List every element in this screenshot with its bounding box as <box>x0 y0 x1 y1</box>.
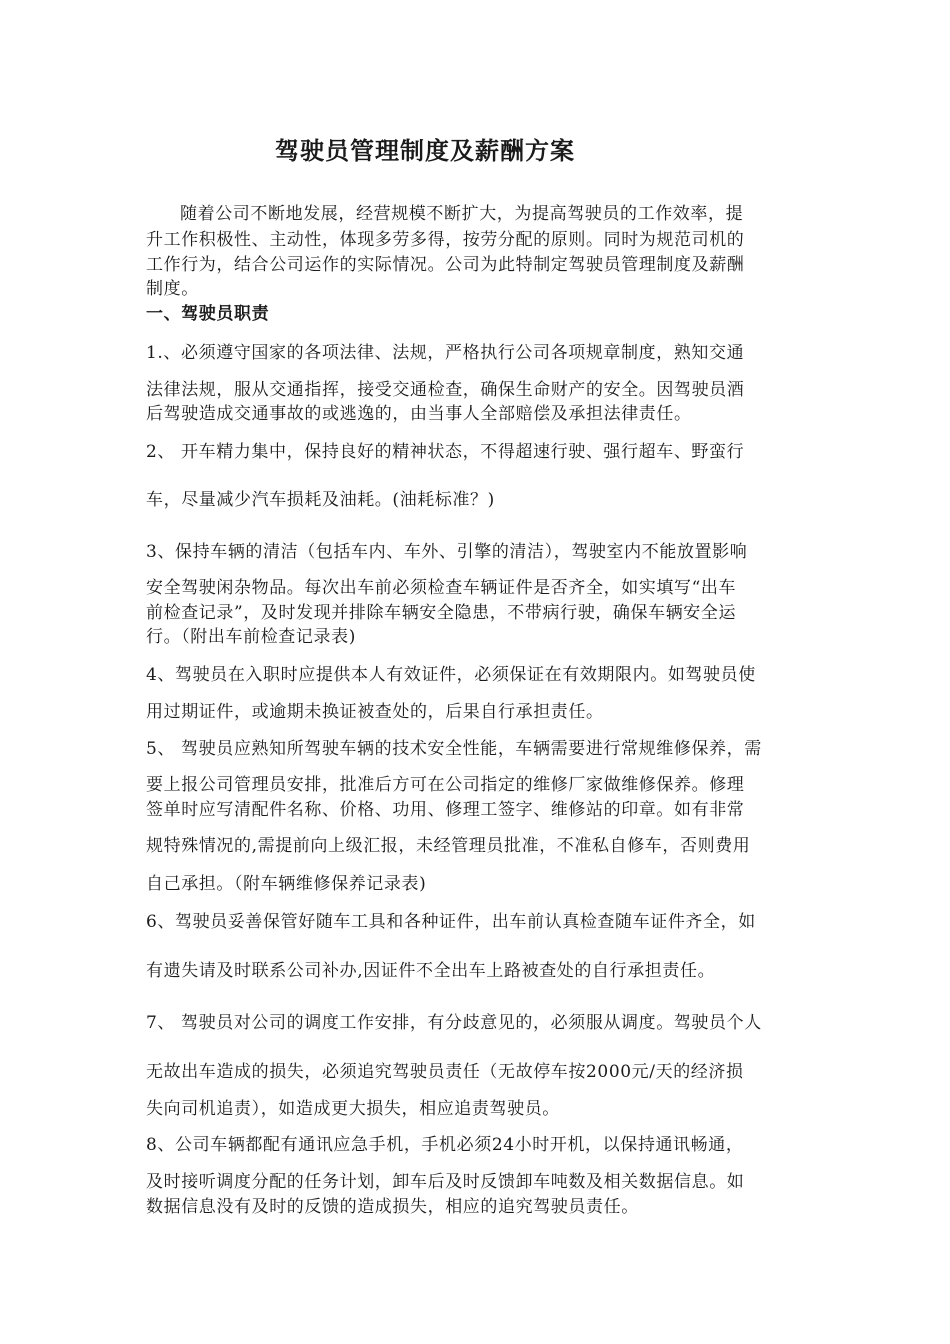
item-1-line: 后驾驶造成交通事故的或逃逸的，由当事人全部赔偿及承担法律责任。 <box>146 404 692 424</box>
item-3-line: 行。（附出车前检查记录表) <box>146 627 356 647</box>
item-1-line: 法律法规，服从交通指挥，接受交通检查，确保生命财产的安全。因驾驶员酒 <box>146 380 745 400</box>
item-7-line: 失向司机追责），如造成更大损失，相应追责驾驶员。 <box>146 1099 560 1119</box>
item-7-line: 7、 驾驶员对公司的调度工作安排，有分歧意见的，必须服从调度。驾驶员个人 <box>146 1013 762 1033</box>
item-2-line: 2、 开车精力集中，保持良好的精神状态，不得超速行驶、强行超车、野蛮行 <box>146 442 745 462</box>
item-5-line: 自己承担。（附车辆维修保养记录表) <box>146 874 427 894</box>
item-7-line: 无故出车造成的损失，必须追究驾驶员责任（无故停车按2000元/天的经济损 <box>146 1062 744 1082</box>
item-1-line: 1.、必须遵守国家的各项法律、法规，严格执行公司各项规章制度，熟知交通 <box>146 343 745 363</box>
item-5-line: 规特殊情况的,需提前向上级汇报，未经管理员批准，不准私自修车，否则费用 <box>146 836 751 856</box>
item-6-line: 有遗失请及时联系公司补办,因证件不全出车上路被查处的自行承担责任。 <box>146 961 716 981</box>
intro-line: 随着公司不断地发展，经营规模不断扩大，为提高驾驶员的工作效率，提 <box>180 204 744 224</box>
item-6-line: 6、驾驶员妥善保管好随车工具和各种证件，出车前认真检查随车证件齐全，如 <box>146 912 756 932</box>
item-8-line: 8、公司车辆都配有通讯应急手机，手机必须24小时开机，以保持通讯畅通， <box>146 1135 744 1155</box>
item-5-line: 签单时应写清配件名称、价格、功用、修理工签字、维修站的印章。如有非常 <box>146 800 745 820</box>
item-3-line: 3、保持车辆的清洁（包括车内、车外、引擎的清洁），驾驶室内不能放置影响 <box>146 542 748 562</box>
document-title: 驾驶员管理制度及薪酬方案 <box>275 136 575 165</box>
item-3-line: 前检查记录”，及时发现并排除车辆安全隐患，不带病行驶，确保车辆安全运 <box>146 603 737 623</box>
item-8-line: 及时接听调度分配的任务计划，卸车后及时反馈卸车吨数及相关数据信息。如 <box>146 1172 745 1192</box>
intro-line: 工作行为，结合公司运作的实际情况。公司为此特制定驾驶员管理制度及薪酬 <box>146 255 745 275</box>
item-8-line: 数据信息没有及时的反馈的造成损失，相应的追究驾驶员责任。 <box>146 1197 639 1217</box>
item-3-line: 安全驾驶闲杂物品。每次出车前必须检查车辆证件是否齐全，如实填写“出车 <box>146 578 737 598</box>
item-5-line: 要上报公司管理员安排，批准后方可在公司指定的维修厂家做维修保养。修理 <box>146 775 745 795</box>
item-4-line: 4、驾驶员在入职时应提供本人有效证件，必须保证在有效期限内。如驾驶员使 <box>146 665 756 685</box>
intro-line: 升工作积极性、主动性，体现多劳多得，按劳分配的原则。同时为规范司机的 <box>146 230 745 250</box>
item-2-line: 车，尽量减少汽车损耗及油耗。(油耗标准？) <box>146 490 495 510</box>
intro-line: 制度。 <box>146 279 199 299</box>
item-4-line: 用过期证件，或逾期未换证被查处的，后果自行承担责任。 <box>146 702 604 722</box>
item-5-line: 5、 驾驶员应熟知所驾驶车辆的技术安全性能，车辆需要进行常规维修保养，需 <box>146 739 762 759</box>
section-heading: 一、驾驶员职责 <box>146 304 270 324</box>
